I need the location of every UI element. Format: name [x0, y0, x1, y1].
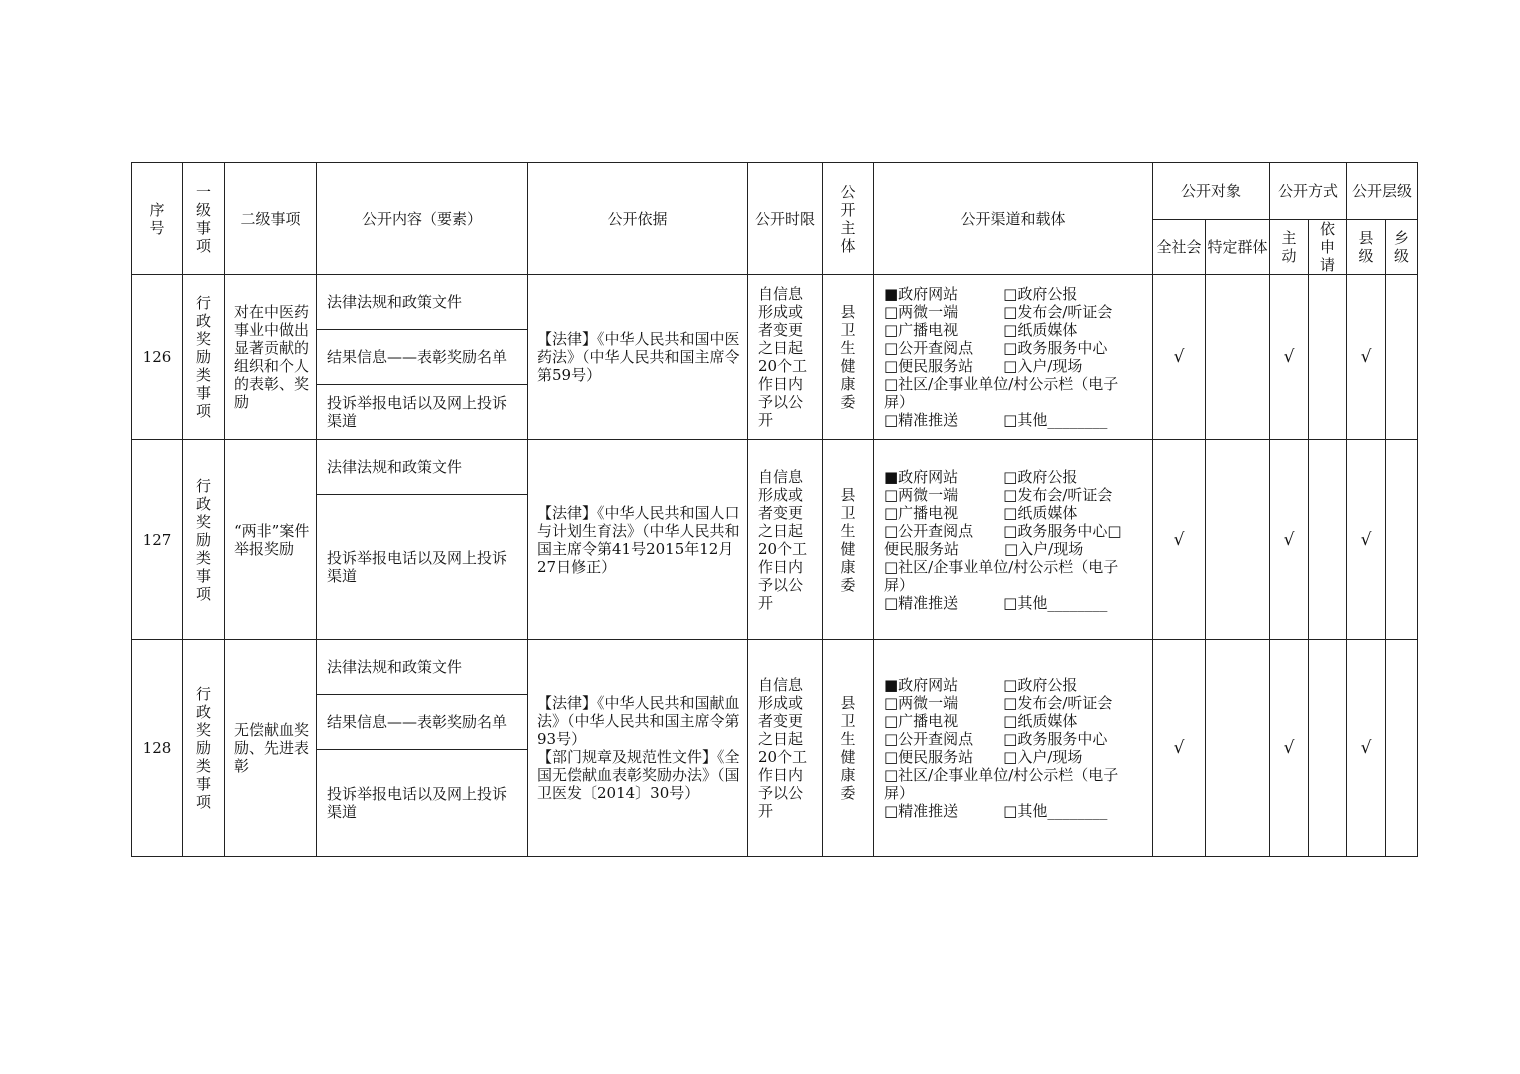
row-method-apply	[1309, 640, 1347, 857]
row-time-limit: 自信息形成或者变更之日起20个工作日内予以公开	[748, 440, 823, 640]
header-level: 公开层级	[1347, 163, 1418, 220]
header-time-limit: 公开时限	[748, 163, 823, 275]
row-method-active: √	[1270, 640, 1309, 857]
row-method-apply	[1309, 440, 1347, 640]
row-content-item: 结果信息——表彰奖励名单	[317, 695, 528, 750]
row-target-all: √	[1153, 275, 1206, 440]
row-level-town	[1386, 640, 1418, 857]
header-target-specific: 特定群体	[1206, 220, 1270, 275]
row-content-item: 投诉举报电话以及网上投诉渠道	[317, 385, 528, 440]
row-method-active: √	[1270, 275, 1309, 440]
row-target-all: √	[1153, 640, 1206, 857]
row-method-active: √	[1270, 440, 1309, 640]
header-basis: 公开依据	[528, 163, 748, 275]
disclosure-table	[131, 162, 1418, 857]
row-channels: ■政府网站 □政府公报 □两微一端 □发布会/听证会 □广播电视 □纸质媒体 □公开查阅点 □政务服务中心 □便民服务站 □入户/现场 □社区/企事业单位/村公示栏（电子 屏） □精准推送 □其他________	[874, 640, 1153, 857]
row-time-limit: 自信息形成或者变更之日起20个工作日内予以公开	[748, 640, 823, 857]
row-basis: 【法律】《中华人民共和国献血法》（中华人民共和国主席令第93号） 【部门规章及规范性文件】《全国无偿献血表彰奖励办法》（国卫医发〔2014〕30号）	[528, 640, 748, 857]
row-level-county: √	[1347, 275, 1386, 440]
row-level1: 行 政 奖 励 类 事 项	[183, 440, 225, 640]
row-subject: 县 卫 生 健 康 委	[823, 640, 874, 857]
header-level1: 一 级 事 项	[183, 163, 225, 275]
header-level-county: 县 级	[1347, 220, 1386, 275]
row-target-specific	[1206, 640, 1270, 857]
table-row	[132, 275, 1418, 330]
header-method-active: 主 动	[1270, 220, 1309, 275]
header-seq: 序 号	[132, 163, 183, 275]
header-subject: 公 开 主 体	[823, 163, 874, 275]
row-level1: 行 政 奖 励 类 事 项	[183, 275, 225, 440]
row-content-item: 法律法规和政策文件	[317, 640, 528, 695]
row-level2: “两非”案件举报奖励	[225, 440, 317, 640]
row-content-item: 法律法规和政策文件	[317, 440, 528, 495]
row-content-item: 结果信息——表彰奖励名单	[317, 330, 528, 385]
row-seq: 128	[132, 640, 183, 857]
row-seq: 126	[132, 275, 183, 440]
row-time-limit: 自信息形成或者变更之日起20个工作日内予以公开	[748, 275, 823, 440]
row-channels: ■政府网站 □政府公报 □两微一端 □发布会/听证会 □广播电视 □纸质媒体 □公开查阅点 □政务服务中心□ 便民服务站 □入户/现场 □社区/企事业单位/村公示栏（电子 屏） □精准推送 □其他________	[874, 440, 1153, 640]
table-row	[132, 640, 1418, 695]
row-level-town	[1386, 275, 1418, 440]
header-method-apply: 依 申 请	[1309, 220, 1347, 275]
header-level-town: 乡 级	[1386, 220, 1418, 275]
row-level1: 行 政 奖 励 类 事 项	[183, 640, 225, 857]
row-subject: 县 卫 生 健 康 委	[823, 275, 874, 440]
row-seq: 127	[132, 440, 183, 640]
header-level2: 二级事项	[225, 163, 317, 275]
header-target-all: 全社会	[1153, 220, 1206, 275]
row-target-all: √	[1153, 440, 1206, 640]
row-level2: 无偿献血奖励、先进表彰	[225, 640, 317, 857]
row-level-town	[1386, 440, 1418, 640]
row-target-specific	[1206, 275, 1270, 440]
row-content-item: 法律法规和政策文件	[317, 275, 528, 330]
row-level-county: √	[1347, 640, 1386, 857]
header-method: 公开方式	[1270, 163, 1347, 220]
row-basis: 【法律】《中华人民共和国人口与计划生育法》（中华人民共和国主席令第41号2015年12月27日修正）	[528, 440, 748, 640]
row-level-county: √	[1347, 440, 1386, 640]
row-subject: 县 卫 生 健 康 委	[823, 440, 874, 640]
row-basis: 【法律】《中华人民共和国中医药法》（中华人民共和国主席令第59号）	[528, 275, 748, 440]
header-target: 公开对象	[1153, 163, 1270, 220]
header-content: 公开内容（要素）	[317, 163, 528, 275]
row-level2: 对在中医药事业中做出显著贡献的组织和个人的表彰、奖励	[225, 275, 317, 440]
row-method-apply	[1309, 275, 1347, 440]
table-row	[132, 440, 1418, 495]
row-target-specific	[1206, 440, 1270, 640]
row-channels: ■政府网站 □政府公报 □两微一端 □发布会/听证会 □广播电视 □纸质媒体 □公开查阅点 □政务服务中心 □便民服务站 □入户/现场 □社区/企事业单位/村公示栏（电子 屏） □精准推送 □其他________	[874, 275, 1153, 440]
row-content-item: 投诉举报电话以及网上投诉渠道	[317, 750, 528, 857]
header-channels: 公开渠道和载体	[874, 163, 1153, 275]
row-content-item: 投诉举报电话以及网上投诉渠道	[317, 495, 528, 640]
